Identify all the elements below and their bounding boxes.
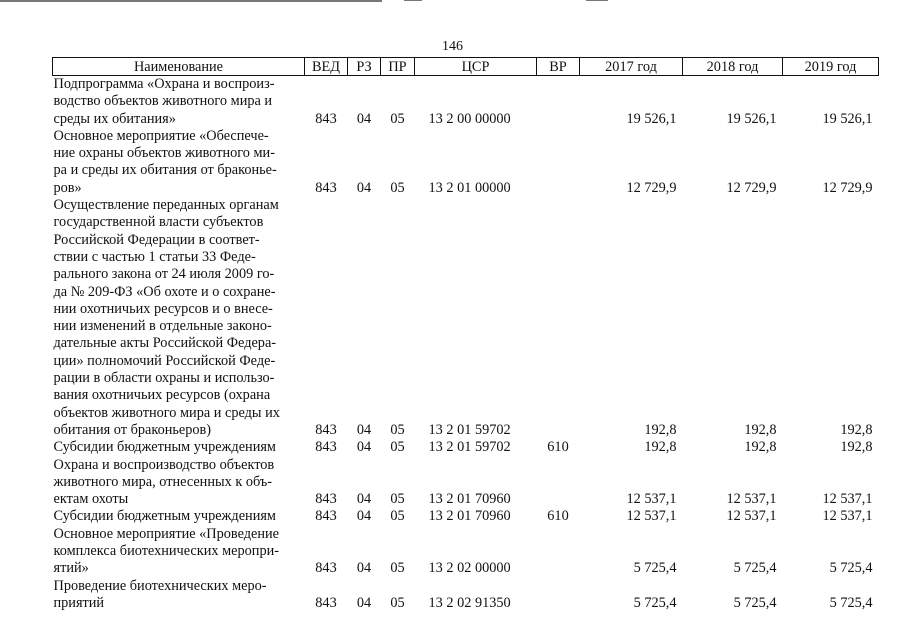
row-rz: 04: [356, 491, 372, 508]
row-name: Проведение биотехнических меро- приятий: [53, 577, 267, 611]
table-row: [53, 439, 879, 456]
row-pr: 05: [390, 110, 405, 127]
row-vr: [537, 457, 580, 509]
row-csr: 13 2 01 59702: [428, 421, 511, 438]
row-value-2018: 192,8: [744, 439, 777, 456]
header-csr: ЦСР: [415, 58, 537, 76]
row-vr: 610: [547, 508, 569, 525]
row-value-2019: 192,8: [840, 439, 873, 456]
row-vr: 610: [547, 439, 569, 456]
header-vr: ВР: [537, 58, 580, 76]
table-row: [53, 508, 879, 525]
row-value-2019: 12 537,1: [822, 491, 873, 508]
row-pr: 05: [390, 491, 405, 508]
header-name: Наименование: [53, 58, 305, 76]
row-value-2017: 12 537,1: [626, 491, 677, 508]
row-value-2018: 12 537,1: [726, 491, 777, 508]
row-value-2019: 19 526,1: [822, 110, 873, 127]
row-vr: [537, 76, 580, 128]
row-rz: 04: [356, 179, 372, 196]
row-value-2017: 12 729,9: [626, 179, 677, 196]
row-csr: 13 2 02 00000: [428, 560, 511, 577]
row-pr: 05: [390, 594, 405, 611]
row-pr: 05: [390, 421, 405, 438]
row-ved: 843: [315, 179, 337, 196]
row-ved: 843: [315, 110, 337, 127]
row-value-2018: 5 725,4: [733, 560, 777, 577]
row-value-2018: 12 729,9: [726, 179, 777, 196]
row-csr: 13 2 01 59702: [428, 439, 511, 456]
row-value-2018: 19 526,1: [726, 110, 777, 127]
table-header-row: [53, 58, 879, 76]
row-name: Основное мероприятие «Обеспече- ние охраны объектов животного ми- ра и среды их обитания от браконье- ров»: [53, 127, 277, 196]
row-value-2019: 5 725,4: [829, 560, 873, 577]
scan-edge-mark: [586, 0, 608, 1]
header-2018: 2018 год: [683, 58, 783, 76]
row-csr: 13 2 01 70960: [428, 508, 511, 525]
table-row: [53, 76, 879, 128]
row-csr: 13 2 01 00000: [428, 179, 511, 196]
row-vr: [537, 197, 580, 439]
row-ved: 843: [315, 508, 337, 525]
row-value-2019: 5 725,4: [829, 594, 873, 611]
scan-edge-line: [0, 0, 382, 2]
row-vr: [537, 128, 580, 197]
row-csr: 13 2 01 70960: [428, 491, 511, 508]
row-rz: 04: [356, 439, 372, 456]
row-value-2017: 12 537,1: [626, 508, 677, 525]
row-ved: 843: [315, 594, 337, 611]
row-name: Подпрограмма «Охрана и воспроиз- водство объектов животного мира и среды их обитания»: [53, 76, 275, 127]
header-2019: 2019 год: [783, 58, 879, 76]
scan-edge-mark: [404, 0, 422, 1]
header-2017: 2017 год: [580, 58, 683, 76]
row-ved: 843: [315, 491, 337, 508]
header-rz: РЗ: [348, 58, 381, 76]
row-name: Субсидии бюджетным учреждениям: [53, 439, 276, 456]
row-value-2017: 19 526,1: [626, 110, 677, 127]
budget-table: [52, 57, 879, 612]
row-value-2019: 192,8: [840, 421, 873, 438]
row-vr: [537, 578, 580, 613]
row-name: Основное мероприятие «Проведение комплекса биотехнических меропри- ятий»: [53, 525, 280, 577]
table-row: [53, 578, 879, 613]
row-rz: 04: [356, 421, 372, 438]
table-row: [53, 526, 879, 578]
page-number: 146: [442, 39, 463, 54]
row-ved: 843: [315, 439, 337, 456]
row-rz: 04: [356, 508, 372, 525]
row-value-2017: 5 725,4: [633, 594, 677, 611]
row-rz: 04: [356, 110, 372, 127]
row-value-2019: 12 537,1: [822, 508, 873, 525]
row-value-2017: 192,8: [644, 421, 677, 438]
row-csr: 13 2 00 00000: [428, 110, 511, 127]
table-row: [53, 197, 879, 439]
row-name: Осуществление переданных органам государственной власти субъектов Российской Федерации в соответ- ствии с частью 1 статьи 33 Феде- рального закона от 24 июля 2009 го- да № 209-ФЗ «Об охоте и о сохране- нии охотничьих ресурсов и о внесе- нии изменений в отдельные законо- дательные акты Российской Федера- ции» полномочий Российской Феде- рации в области охраны и использо- вания охотничьих ресурсов (охрана объектов животного мира и среды их обитания от браконьеров): [53, 197, 280, 438]
row-value-2019: 12 729,9: [822, 179, 873, 196]
row-value-2018: 12 537,1: [726, 508, 777, 525]
row-pr: 05: [390, 179, 405, 196]
header-pr: ПР: [381, 58, 415, 76]
row-value-2017: 5 725,4: [633, 560, 677, 577]
row-rz: 04: [356, 560, 372, 577]
row-csr: 13 2 02 91350: [428, 594, 511, 611]
row-pr: 05: [390, 560, 405, 577]
row-name: Субсидии бюджетным учреждениям: [53, 508, 276, 525]
table-row: [53, 128, 879, 197]
row-ved: 843: [315, 560, 337, 577]
row-pr: 05: [390, 439, 405, 456]
row-value-2018: 5 725,4: [733, 594, 777, 611]
row-pr: 05: [390, 508, 405, 525]
row-ved: 843: [315, 421, 337, 438]
row-vr: [537, 526, 580, 578]
table-row: [53, 457, 879, 509]
row-value-2017: 192,8: [644, 439, 677, 456]
row-name: Охрана и воспроизводство объектов животного мира, отнесенных к объ- ектам охоты: [53, 456, 275, 508]
row-value-2018: 192,8: [744, 421, 777, 438]
row-rz: 04: [356, 594, 372, 611]
header-ved: ВЕД: [305, 58, 348, 76]
